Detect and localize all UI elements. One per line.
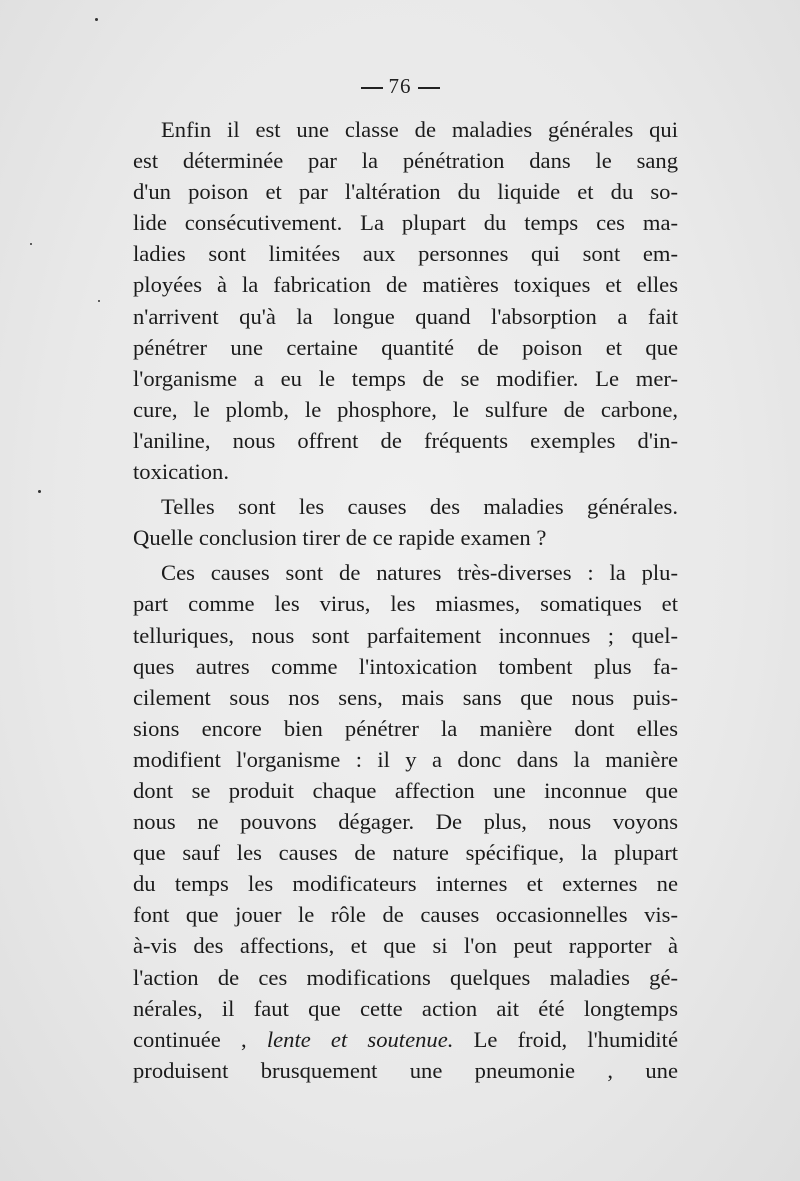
text-line: font que jouer le rôle de causes occasionnelles vis-	[133, 902, 678, 928]
text-line: l'aniline, nous offrent de fréquents exemples d'in-	[133, 427, 678, 453]
page-number-header	[0, 74, 800, 99]
text-line: sions encore bien pénétrer la manière dont elles	[133, 715, 678, 741]
text-line: pénétrer une certaine quantité de poison et que	[133, 334, 678, 360]
text-line: toxication.	[133, 459, 230, 485]
page-number: 76	[388, 74, 412, 98]
paragraph-3	[133, 557, 678, 1086]
paragraph-2	[133, 491, 678, 553]
right-dash	[418, 87, 440, 89]
text-line: produisent brusquement une pneumonie , une	[133, 1057, 678, 1083]
text-line: nous ne pouvons dégager. De plus, nous voyons	[133, 809, 678, 835]
text-line: Telles sont les causes des maladies générales.	[161, 494, 678, 520]
text-line: ques autres comme l'intoxication tombent plus fa-	[133, 653, 678, 679]
paper-speck	[95, 18, 98, 21]
paper-speck	[38, 490, 41, 493]
text-line: du temps les modificateurs internes et externes ne	[133, 871, 678, 897]
text-line: ladies sont limitées aux personnes qui sont em-	[133, 241, 678, 267]
paper-speck	[98, 300, 100, 302]
italic-emphasis: lente et soutenue.	[266, 1026, 454, 1052]
text-segment: Le froid, l'humidité	[473, 1026, 678, 1052]
text-line: n'arrivent qu'à la longue quand l'absorption a fait	[133, 303, 678, 329]
text-line: Ces causes sont de natures très-diverses : la plu-	[161, 560, 678, 586]
text-line-with-italic	[133, 1024, 678, 1055]
text-line: est déterminée par la pénétration dans le sang	[133, 148, 678, 174]
text-line: telluriques, nous sont parfaitement inconnues ; quel-	[133, 622, 678, 648]
paragraph-1	[133, 114, 678, 487]
text-segment: continuée ,	[133, 1026, 247, 1052]
left-dash	[361, 87, 383, 89]
text-line: que sauf les causes de nature spécifique, la plupart	[133, 840, 678, 866]
text-line: modifient l'organisme : il y a donc dans la manière	[133, 746, 678, 772]
text-line: Quelle conclusion tirer de ce rapide examen ?	[133, 525, 547, 551]
text-line: l'organisme a eu le temps de se modifier. Le mer-	[133, 365, 678, 391]
text-line: l'action de ces modifications quelques maladies gé-	[133, 964, 678, 990]
text-line: à-vis des affections, et que si l'on peut rapporter à	[133, 933, 678, 959]
text-line: cilement sous nos sens, mais sans que nous puis-	[133, 684, 678, 710]
text-line: dont se produit chaque affection une inconnue que	[133, 777, 678, 803]
text-line: Enfin il est une classe de maladies générales qui	[161, 117, 678, 142]
text-line: d'un poison et par l'altération du liquide et du so-	[133, 179, 678, 205]
body-text	[133, 114, 678, 1086]
text-line: cure, le plomb, le phosphore, le sulfure de carbone,	[133, 396, 678, 422]
text-line: part comme les virus, les miasmes, somatiques et	[133, 591, 678, 617]
text-line: ployées à la fabrication de matières toxiques et elles	[133, 272, 678, 298]
text-line: nérales, il faut que cette action ait été longtemps	[133, 995, 678, 1021]
text-line: lide consécutivement. La plupart du temps ces ma-	[133, 210, 678, 236]
paper-speck	[30, 243, 32, 245]
